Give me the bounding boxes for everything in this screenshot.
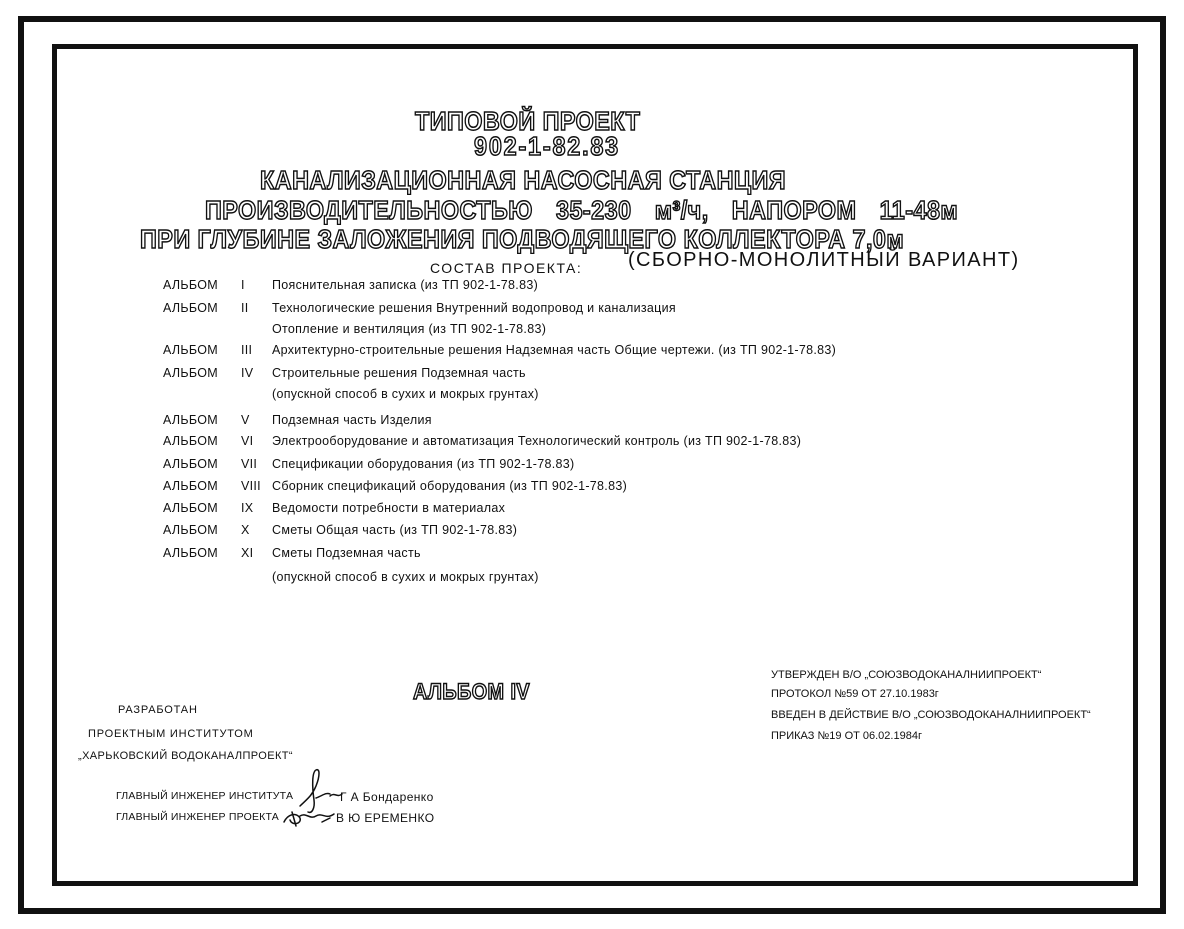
album-description: Спецификации оборудования (из ТП 902-1-78.83)	[272, 457, 575, 471]
signatory-role: ГЛАВНЫЙ ИНЖЕНЕР ИНСТИТУТА	[116, 790, 294, 802]
album-description-continued: (опускной способ в сухих и мокрых грунтах)	[272, 387, 539, 401]
developer-line2: ПРОЕКТНЫМ ИНСТИТУТОМ	[88, 728, 254, 740]
album-row	[163, 547, 1123, 563]
album-description: Ведомости потребности в материалах	[272, 501, 506, 515]
album-description-continued: Отопление и вентиляция (из ТП 902-1-78.83)	[272, 322, 547, 336]
album-number: VI	[241, 434, 254, 448]
signatory-role: ГЛАВНЫЙ ИНЖЕНЕР ПРОЕКТА	[116, 811, 279, 823]
album-row	[163, 458, 1123, 474]
approval-protocol: ПРОТОКОЛ №59 ОТ 27.10.1983г	[771, 688, 939, 700]
album-label: АЛЬБОМ	[163, 366, 219, 380]
signature-chief-engineer-project	[284, 812, 334, 826]
album-label: АЛЬБОМ	[163, 413, 219, 427]
approval-approved: УТВЕРЖДЕН В/О „СОЮЗВОДОКАНАЛНИИПРОЕКТ“	[771, 669, 1042, 681]
album-row-continued	[163, 388, 1123, 404]
album-row	[163, 279, 1123, 295]
album-row	[163, 524, 1123, 540]
album-description: Электрооборудование и автоматизация Технологический контроль (из ТП 902-1-78.83)	[272, 434, 802, 448]
composition-heading: СОСТАВ ПРОЕКТА:	[430, 260, 583, 276]
album-label: АЛЬБОМ	[163, 546, 219, 560]
album-label: АЛЬБОМ	[163, 278, 219, 292]
album-row	[163, 344, 1123, 360]
album-description: Технологические решения Внутренний водопровод и канализация	[272, 301, 676, 315]
album-number: IV	[241, 366, 254, 380]
title-station-name: КАНАЛИЗАЦИОННАЯ НАСОСНАЯ СТАНЦИЯ	[260, 165, 787, 195]
current-album-badge: АЛЬБОМ IV	[413, 679, 531, 704]
album-row-continued	[163, 323, 1123, 339]
album-description: Сметы Подземная часть	[272, 546, 421, 560]
signatory-name: В Ю ЕРЕМЕНКО	[336, 811, 435, 825]
title-project-type: ТИПОВОЙ ПРОЕКТ	[415, 106, 641, 136]
developer-institute: „ХАРЬКОВСКИЙ ВОДОКАНАЛПРОЕКТ“	[78, 750, 293, 762]
album-row	[163, 367, 1123, 383]
album-description-continued: (опускной способ в сухих и мокрых грунтах)	[272, 570, 539, 584]
album-label: АЛЬБОМ	[163, 343, 219, 357]
title-depth: ПРИ ГЛУБИНЕ ЗАЛОЖЕНИЯ ПОДВОДЯЩЕГО КОЛЛЕКТОРА 7,0м	[140, 224, 905, 254]
title-capacity: ПРОИЗВОДИТЕЛЬНОСТЬЮ 35-230 м³/ч, НАПОРОМ 11-48м	[205, 195, 959, 225]
album-label: АЛЬБОМ	[163, 501, 219, 515]
album-number: XI	[241, 546, 254, 560]
album-row	[163, 302, 1123, 318]
signatures	[280, 760, 350, 832]
album-description: Пояснительная записка (из ТП 902-1-78.83)	[272, 278, 539, 292]
album-number: III	[241, 343, 253, 357]
album-description: Сметы Общая часть (из ТП 902-1-78.83)	[272, 523, 518, 537]
album-label: АЛЬБОМ	[163, 457, 219, 471]
album-number: X	[241, 523, 250, 537]
album-row	[163, 480, 1123, 496]
album-row	[163, 502, 1123, 518]
album-label: АЛЬБОМ	[163, 479, 219, 493]
title-project-number: 902-1-82.83	[474, 131, 621, 161]
album-description: Архитектурно-строительные решения Надземная часть Общие чертежи. (из ТП 902-1-78.83)	[272, 343, 837, 357]
album-number: VII	[241, 457, 258, 471]
album-label: АЛЬБОМ	[163, 523, 219, 537]
album-number: V	[241, 413, 250, 427]
developer-line1: РАЗРАБОТАН	[118, 704, 198, 716]
title-variant: (СБОРНО-МОНОЛИТНЫЙ ВАРИАНТ)	[628, 249, 1020, 271]
album-description: Сборник спецификаций оборудования (из ТП 902-1-78.83)	[272, 479, 628, 493]
album-row	[163, 414, 1123, 430]
album-number: IX	[241, 501, 254, 515]
album-description: Подземная часть Изделия	[272, 413, 432, 427]
album-row-continued	[163, 571, 1123, 587]
album-label: АЛЬБОМ	[163, 301, 219, 315]
album-label: АЛЬБОМ	[163, 434, 219, 448]
album-row	[163, 435, 1123, 451]
album-number: I	[241, 278, 245, 292]
album-number: II	[241, 301, 249, 315]
album-number: VIII	[241, 479, 261, 493]
album-description: Строительные решения Подземная часть	[272, 366, 526, 380]
approval-enacted: ВВЕДЕН В ДЕЙСТВИЕ В/О „СОЮЗВОДОКАНАЛНИИПРОЕКТ“	[771, 709, 1091, 721]
signatory-name: Г А Бондаренко	[340, 790, 434, 804]
approval-order: ПРИКАЗ №19 ОТ 06.02.1984г	[771, 730, 922, 742]
signature-chief-engineer-institute	[300, 770, 342, 813]
